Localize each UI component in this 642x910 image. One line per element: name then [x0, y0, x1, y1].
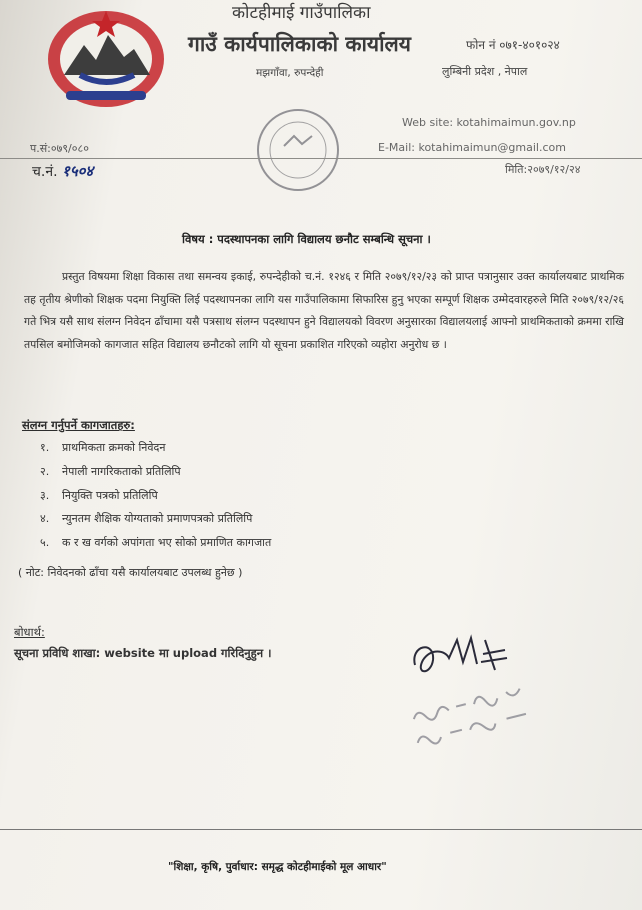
list-item-text: न्युनतम शैक्षिक योग्यताको प्रमाणपत्रको प्रतिलिपि — [62, 512, 253, 526]
cn-label: च.नं. — [32, 164, 58, 180]
attachments-list — [40, 440, 271, 559]
header-rule — [0, 158, 642, 159]
list-item — [40, 440, 271, 464]
list-item-text: नियुक्ति पत्रको प्रतिलिपि — [62, 488, 158, 502]
letter-date: मिति:२०७९/१२/२४ — [505, 163, 581, 176]
cc-text: सूचना प्रविधि शाखा: website मा upload गरिदिनुहुन । — [14, 646, 272, 660]
nepal-government-emblem-icon — [42, 5, 170, 110]
list-item — [40, 464, 271, 488]
office-name: गाउँ कार्यपालिकाको कार्यालय — [188, 32, 411, 56]
list-item — [40, 535, 271, 559]
list-item-number: ५. — [40, 536, 50, 550]
footer-motto: "शिक्षा, कृषि, पुर्वाधार: समृद्ध कोटहीमाईको मूल आधार" — [168, 861, 387, 873]
list-item — [40, 488, 271, 512]
office-phone: फोन नं ०७१-४०१०२४ — [466, 38, 560, 52]
list-item-text: क र ख वर्गको अपांगता भए सोको प्रमाणित कागजात — [62, 536, 272, 550]
email-text: E-Mail: kotahimaimun@gmail.com — [378, 141, 566, 154]
footer-rule — [0, 829, 642, 830]
ps-number: प.सं:०७९/०८० — [30, 142, 89, 155]
office-address: मझगाँवा, रुपन्देही — [256, 67, 324, 79]
cc-label: बोधार्थ: — [14, 625, 45, 639]
list-item-number: ३. — [40, 488, 50, 502]
signature-stamp-icon — [405, 664, 545, 752]
list-item-number: १. — [40, 441, 50, 454]
cn-number-line — [32, 161, 93, 181]
municipality-name: कोटहीमाई गाउँपालिका — [232, 3, 371, 23]
letter-subject: विषय : पदस्थापनका लागि विद्यालय छनौट सम्बन्धि सूचना । — [182, 232, 431, 246]
attachments-title: संलग्न गर्नुपर्ने कागजातहरु: — [22, 418, 135, 432]
office-stamp-icon — [250, 102, 346, 198]
list-item — [40, 511, 271, 535]
list-item-text: नेपाली नागरिकताको प्रतिलिपि — [62, 464, 181, 478]
list-item-number: ४. — [40, 512, 50, 526]
list-item-text: प्राथमिकता क्रमको निवेदन — [62, 441, 166, 454]
note-text: ( नोट: निवेदनको ढाँचा यसै कार्यालयबाट उपलब्ध हुनेछ ) — [18, 566, 243, 579]
website-text: Web site: kotahimaimun.gov.np — [402, 116, 576, 129]
office-province: लुम्बिनी प्रदेश , नेपाल — [442, 65, 528, 78]
letter-body: प्रस्तुत विषयमा शिक्षा विकास तथा समन्वय इकाई, रुपन्देहीको च.नं. १२४६ र मिति २०७९/१२/२३ को प्राप्त पत्रानुसार उक्त कार्यालयबाट प्राथमिक तह तृतीय श्रेणीको शिक्षक पदमा नियुक्ति लिई पदस्थापनका लागि यस गाउँपालिकामा सिफारिस हुनु भएका सम्पूर्ण शिक्षक उम्मेदवारहरुले मिति २०७९/१२/२६ गते भित्र यसै साथ संलग्न निवेदन ढाँचामा यसै पत्रसाथ संलग्न पदस्थापन हुने विद्यालयको विवरण अनुसारका विद्यालयलाई आफ्नो प्राथमिकताको क्रममा राखि तपसिल बमोजिमको कागजात सहित विद्यालय छनौटको लागि यो सूचना प्रकाशित गरिएको व्यहोरा अनुरोध छ । — [24, 270, 624, 351]
list-item-number: २. — [40, 464, 50, 478]
cn-number: १५०४ — [62, 162, 94, 180]
